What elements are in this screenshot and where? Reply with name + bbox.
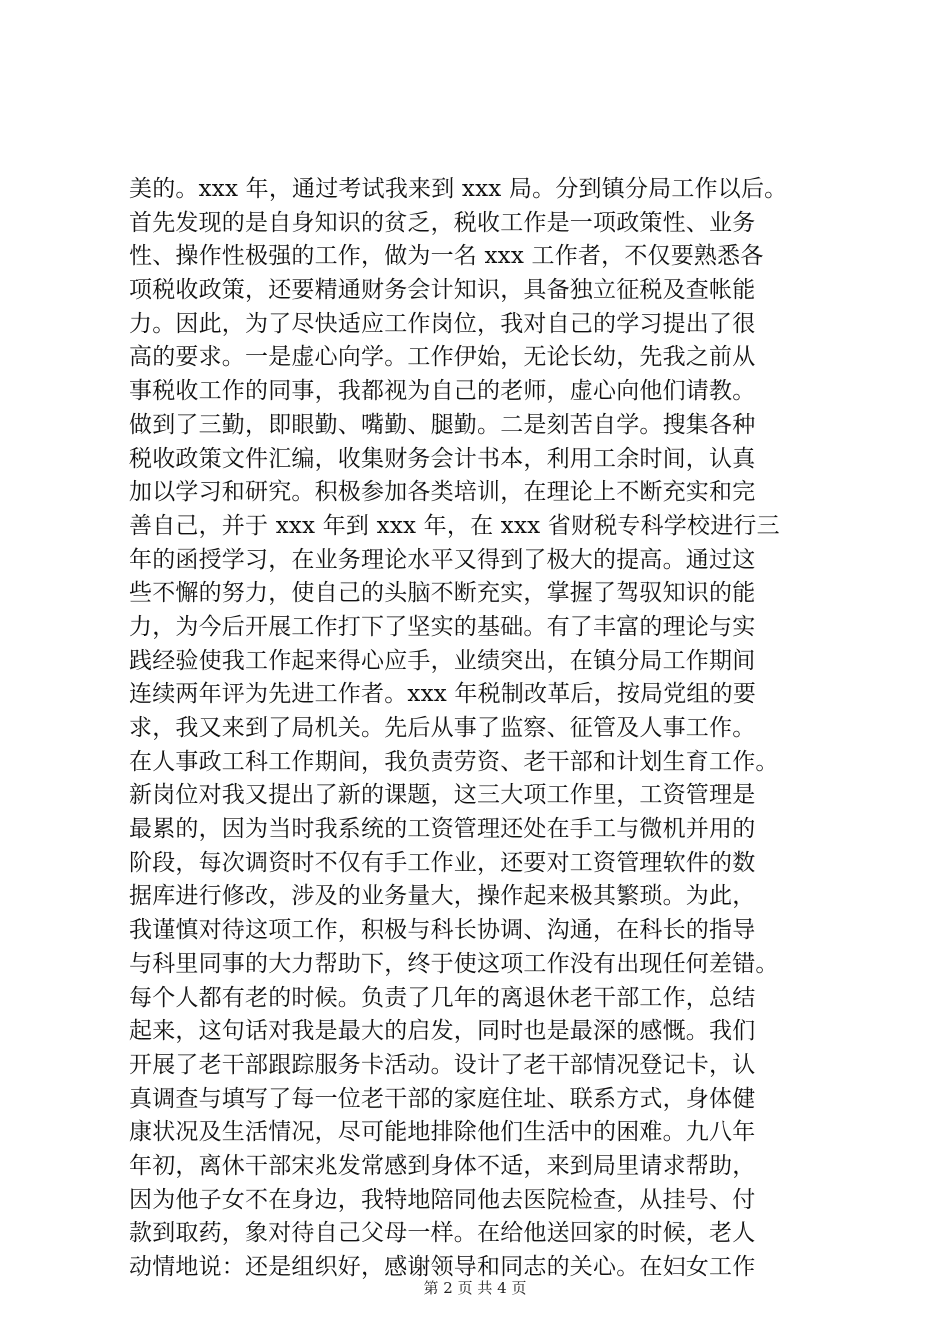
text-line: 加以学习和研究。积极参加各类培训，在理论上不断充实和完 — [129, 479, 756, 506]
text-line: 据库进行修改，涉及的业务量大，操作起来极其繁琐。为此， — [129, 883, 756, 910]
text-line: 些不懈的努力，使自己的头脑不断充实，掌握了驾驭知识的能 — [129, 580, 756, 607]
text-line: 力。因此，为了尽快适应工作岗位，我对自己的学习提出了很 — [129, 310, 756, 337]
text-line: 真调查与填写了每一位老干部的家庭住址、联系方式，身体健 — [129, 1085, 756, 1112]
text-line: 年的函授学习，在业务理论水平又得到了极大的提高。通过这 — [129, 546, 756, 573]
text-line: 项税收政策，还要精通财务会计知识，具备独立征税及查帐能 — [129, 277, 756, 304]
text-line: 阶段，每次调资时不仅有手工作业，还要对工资管理软件的数 — [129, 849, 756, 876]
text-line: 起来，这句话对我是最大的启发，同时也是最深的感慨。我们 — [129, 1018, 756, 1045]
text-line: 与科里同事的大力帮助下，终于使这项工作没有出现任何差错。 — [129, 950, 779, 977]
text-line: 年初，离休干部宋兆发常感到身体不适，来到局里请求帮助， — [129, 1152, 756, 1179]
text-line: 力，为今后开展工作打下了坚实的基础。有了丰富的理论与实 — [129, 613, 756, 640]
text-line: 性、操作性极强的工作，做为一名 xxx 工作者，不仅要熟悉各 — [129, 243, 764, 270]
body-text — [129, 173, 839, 1285]
text-line: 税收政策文件汇编，收集财务会计书本，利用工余时间，认真 — [129, 445, 756, 472]
text-line: 做到了三勤，即眼勤、嘴勤、腿勤。二是刻苦自学。搜集各种 — [129, 411, 756, 438]
text-line: 每个人都有老的时候。负责了几年的离退休老干部工作，总结 — [129, 984, 756, 1011]
text-line: 在人事政工科工作期间，我负责劳资、老干部和计划生育工作。 — [129, 748, 779, 775]
text-line: 款到取药，象对待自己父母一样。在给他送回家的时候，老人 — [129, 1220, 756, 1247]
text-line: 我谨慎对待这项工作，积极与科长协调、沟通，在科长的指导 — [129, 917, 756, 944]
text-line: 康状况及生活情况，尽可能地排除他们生活中的困难。九八年 — [129, 1119, 756, 1146]
text-line: 连续两年评为先进工作者。xxx 年税制改革后，按局党组的要 — [129, 681, 757, 708]
page-number-footer: 第 2 页 共 4 页 — [423, 1279, 527, 1297]
text-line: 因为他子女不在身边，我特地陪同他去医院检查，从挂号、付 — [129, 1186, 756, 1213]
text-line: 新岗位对我又提出了新的课题，这三大项工作里，工资管理是 — [129, 782, 756, 809]
text-line: 首先发现的是自身知识的贫乏，税收工作是一项政策性、业务 — [129, 209, 756, 236]
text-line: 最累的，因为当时我系统的工资管理还处在手工与微机并用的 — [129, 816, 756, 843]
text-line: 美的。xxx 年，通过考试我来到 xxx 局。分到镇分局工作以后。 — [129, 176, 788, 202]
text-line: 事税收工作的同事，我都视为自己的老师，虚心向他们请教。 — [129, 378, 756, 405]
text-line: 善自己，并于 xxx 年到 xxx 年，在 xxx 省财税专科学校进行三 — [129, 512, 780, 539]
text-line: 践经验使我工作起来得心应手，业绩突出，在镇分局工作期间 — [129, 647, 756, 674]
text-line: 高的要求。一是虚心向学。工作伊始，无论长幼，先我之前从 — [129, 344, 756, 371]
text-line: 动情地说：还是组织好，感谢领导和同志的关心。在妇女工作 — [129, 1254, 756, 1280]
text-line: 开展了老干部跟踪服务卡活动。设计了老干部情况登记卡，认 — [129, 1051, 756, 1078]
text-line: 求，我又来到了局机关。先后从事了监察、征管及人事工作。 — [129, 715, 756, 741]
